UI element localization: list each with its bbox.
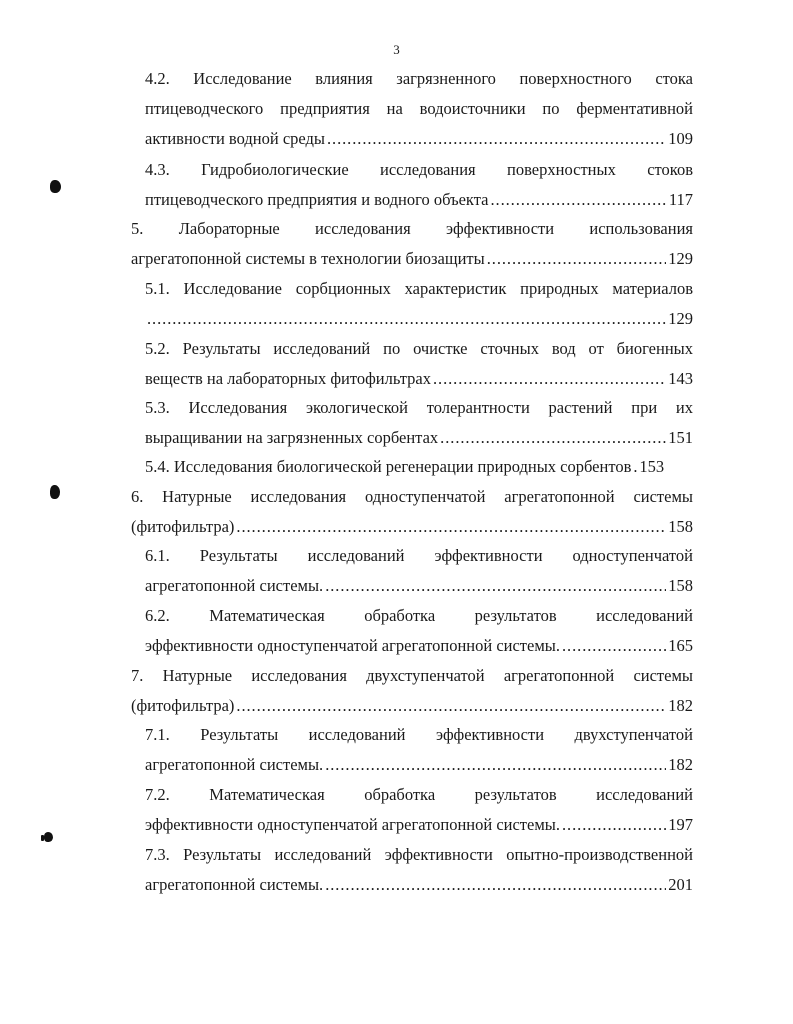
dot-leader (325, 870, 666, 900)
toc-page-number: 143 (668, 369, 693, 388)
toc-entry-line: 5. Лабораторные исследования эффективности использования (131, 219, 693, 238)
toc-page-number: 109 (668, 129, 693, 148)
toc-entry-title: агрегатопонной системы. (145, 755, 324, 774)
toc-entry-6 (131, 482, 693, 542)
page-number: 3 (393, 42, 400, 57)
toc-entry-line: 7.2. Математическая обработка результатов исследований (145, 785, 693, 804)
dot-leader (487, 244, 667, 274)
toc-page-number: 197 (668, 815, 693, 834)
scan-hole-mark (50, 485, 60, 499)
dot-leader (633, 452, 637, 482)
toc-entry-line: 4.2. Исследование влияния загрязненного поверхностного стока (145, 69, 693, 88)
toc-entry-6-1 (145, 541, 693, 601)
dot-leader (147, 304, 666, 334)
toc-entry-line: птицеводческого предприятия на водоисточники по ферментативной (145, 99, 693, 118)
toc-page-number: 153 (639, 457, 665, 476)
toc-entry-5-1 (145, 274, 693, 334)
toc-entry-line: 7. Натурные исследования двухступенчатой агрегатопонной системы (131, 666, 693, 685)
toc-entry-line: 6.2. Математическая обработка результатов исследований (145, 606, 693, 625)
dot-leader (236, 512, 666, 542)
toc-entry-line: 7.1. Результаты исследований эффективности двухступенчатой (145, 725, 693, 744)
toc-entry-line: 7.3. Результаты исследований эффективности опытно-производственной (145, 845, 693, 864)
dot-leader (325, 750, 666, 780)
toc-entry-5-3 (145, 393, 693, 453)
toc-entry-line: 4.3. Гидробиологические исследования поверхностных стоков (145, 160, 693, 179)
dot-leader (490, 185, 666, 215)
toc-entry-title: 5.4. Исследования биологической регенерации природных сорбентов (145, 457, 632, 476)
dot-leader (236, 691, 666, 721)
dot-leader (562, 810, 666, 840)
toc-entry-4-3 (145, 155, 693, 215)
toc-entry-line: 5.3. Исследования экологической толерантности растений при их (145, 398, 693, 417)
toc-entry-6-2 (145, 601, 693, 661)
toc-entry-5-4 (145, 452, 693, 482)
toc-page-number: 129 (668, 309, 693, 328)
toc-entry-title: выращивании на загрязненных сорбентах (145, 428, 439, 447)
toc-page-number: 129 (668, 249, 693, 268)
toc-entry-line: 5.1. Исследование сорбционных характеристик природных материалов (145, 279, 693, 298)
toc-page-number: 182 (668, 696, 693, 715)
toc-entry-7-2 (145, 780, 693, 840)
toc-page-number: 182 (668, 755, 693, 774)
dot-leader (440, 423, 666, 453)
toc-entry-4-2 (145, 64, 693, 154)
dot-leader (327, 124, 666, 154)
toc-entry-7-1 (145, 720, 693, 780)
scan-hole-mark (41, 835, 44, 841)
toc-entry-line: 6.1. Результаты исследований эффективности одноступенчатой (145, 546, 693, 565)
dot-leader (433, 364, 666, 394)
toc-page-number: 165 (668, 636, 693, 655)
toc-entry-title: (фитофильтра) (131, 696, 235, 715)
toc-entry-title: агрегатопонной системы. (145, 576, 324, 595)
toc-entry-line: 6. Натурные исследования одноступенчатой агрегатопонной системы (131, 487, 693, 506)
toc-entry-title: агрегатопонной системы. (145, 875, 324, 894)
toc-entry-title: веществ на лабораторных фитофильтрах (145, 369, 431, 388)
toc-entry-title: активности водной среды (145, 129, 325, 148)
toc-page-number: 158 (668, 576, 693, 595)
toc-entry-line: 5.2. Результаты исследований по очистке сточных вод от биогенных (145, 339, 693, 358)
dot-leader (562, 631, 666, 661)
scan-hole-mark (44, 832, 53, 842)
dot-leader (325, 571, 666, 601)
toc-page-number: 201 (668, 875, 693, 894)
toc-page-number: 158 (668, 517, 693, 536)
toc-entry-title: эффективности одноступенчатой агрегатопонной системы. (145, 815, 560, 834)
toc-entry-7 (131, 661, 693, 721)
toc-entry-title: птицеводческого предприятия и водного объекта (145, 190, 489, 209)
toc-entry-5-2 (145, 334, 693, 394)
toc-entry-5 (131, 214, 693, 274)
scan-hole-mark (50, 180, 61, 193)
toc-entry-7-3 (145, 840, 693, 900)
toc-entry-title: (фитофильтра) (131, 517, 235, 536)
toc-entry-title: эффективности одноступенчатой агрегатопонной системы. (145, 636, 560, 655)
toc-page-number: 117 (668, 190, 693, 209)
toc-entry-title: агрегатопонной системы в технологии биозащиты (131, 249, 485, 268)
toc-page-number: 151 (668, 428, 693, 447)
